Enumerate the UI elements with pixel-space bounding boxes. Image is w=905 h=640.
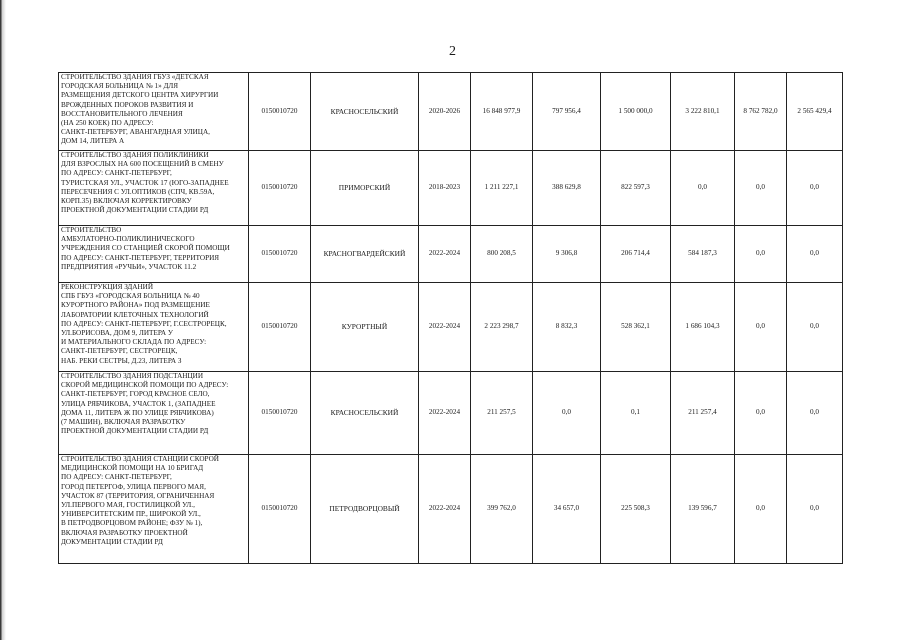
object-name-cell [59, 73, 249, 151]
object-name-line: В ПЕТРОДВОРЦОВОМ РАЙОНЕ; ФЗУ № 1), [61, 519, 203, 528]
object-name-line: ДЛЯ ВЗРОСЛЫХ НА 600 ПОСЕЩЕНИЙ В СМЕНУ [61, 160, 224, 169]
budget-code-cell: 0150010720 [249, 455, 311, 564]
object-name-line: ГОРОДСКАЯ БОЛЬНИЦА № 1» ДЛЯ [61, 82, 179, 91]
funding-cell-4: 0,0 [735, 226, 787, 283]
object-name-cell [59, 283, 249, 372]
funding-cell-2: 206 714,4 [601, 226, 671, 283]
object-name-line: САНКТ-ПЕТЕРБУРГ, ГОРОД КРАСНОЕ СЕЛО, [61, 390, 210, 399]
funding-cell-2: 822 597,3 [601, 151, 671, 226]
funding-cell-1: 0,0 [533, 372, 601, 455]
funding-cell-1: 34 657,0 [533, 455, 601, 564]
district-cell: КРАСНОГВАРДЕЙСКИЙ [311, 226, 419, 283]
funding-cell-2: 225 508,3 [601, 455, 671, 564]
funding-cell-3: 211 257,4 [671, 372, 735, 455]
scan-binding-edge [0, 0, 6, 640]
object-name-line: ВКЛЮЧАЯ РАЗРАБОТКУ ПРОЕКТНОЙ [61, 528, 188, 537]
table-row [59, 151, 843, 226]
period-cell: 2018-2023 [419, 151, 471, 226]
budget-code-cell: 0150010720 [249, 73, 311, 151]
table-row [59, 455, 843, 564]
funding-cell-5: 0,0 [787, 455, 843, 564]
object-name-line: УНИВЕРСИТЕТСКИМ ПР., ШИРОКОЙ УЛ., [61, 510, 201, 519]
funding-cell-4: 0,0 [735, 455, 787, 564]
funding-cell-2: 0,1 [601, 372, 671, 455]
object-name-line: ТУРИСТСКАЯ УЛ., УЧАСТОК 17 (ЮГО-ЗАПАДНЕЕ [61, 178, 229, 187]
funding-cell-1: 388 629,8 [533, 151, 601, 226]
object-name-line: ПО АДРЕСУ: САНКТ-ПЕТЕРБУРГ, Г.СЕСТРОРЕЦК, [61, 319, 227, 328]
funding-cell-2: 1 500 000,0 [601, 73, 671, 151]
funding-cell-4: 0,0 [735, 372, 787, 455]
object-name-line: РЕКОНСТРУКЦИЯ ЗДАНИЙ [61, 283, 154, 291]
object-name-cell [59, 372, 249, 455]
funding-cell-5: 2 565 429,4 [787, 73, 843, 151]
object-name-line: ГОРОД ПЕТЕРГОФ, УЛИЦА ПЕРВОГО МАЯ, [61, 482, 206, 491]
period-cell: 2022-2024 [419, 372, 471, 455]
object-name-cell [59, 151, 249, 226]
object-name-line: СТРОИТЕЛЬСТВО ЗДАНИЯ ГБУЗ «ДЕТСКАЯ [61, 73, 209, 81]
object-name-line: ПРОЕКТНОЙ ДОКУМЕНТАЦИИ СТАДИИ РД [61, 427, 209, 436]
table-row [59, 372, 843, 455]
funding-cell-4: 0,0 [735, 283, 787, 372]
funding-cell-5: 0,0 [787, 226, 843, 283]
object-name-line: СТРОИТЕЛЬСТВО ЗДАНИЯ СТАНЦИИ СКОРОЙ [61, 455, 219, 463]
object-name-line: УЧАСТОК 87 (ТЕРРИТОРИЯ, ОГРАНИЧЕННАЯ [61, 491, 215, 500]
budget-code-cell: 0150010720 [249, 372, 311, 455]
district-cell: КРАСНОСЕЛЬСКИЙ [311, 73, 419, 151]
object-name-line: СПБ ГБУЗ «ГОРОДСКАЯ БОЛЬНИЦА № 40 [61, 292, 200, 301]
funding-cell-4: 0,0 [735, 151, 787, 226]
total-cost-cell: 399 762,0 [471, 455, 533, 564]
object-name-line: ВРОЖДЕННЫХ ПОРОКОВ РАЗВИТИЯ И [61, 100, 194, 109]
object-name-line: САНКТ-ПЕТЕРБУРГ, АВАНГАРДНАЯ УЛИЦА, [61, 128, 210, 137]
table-row [59, 226, 843, 283]
object-name-line: ПЕРЕСЕЧЕНИЯ С УЛ.ОПТИКОВ (СПЧ, КВ.59А, [61, 187, 215, 196]
funding-cell-1: 9 306,8 [533, 226, 601, 283]
object-name-line: ПО АДРЕСУ: САНКТ-ПЕТЕРБУРГ, [61, 169, 172, 178]
object-name-cell [59, 455, 249, 564]
object-name-line: ДОМ 14, ЛИТЕРА А [61, 137, 125, 146]
object-name-line: СКОРОЙ МЕДИЦИНСКОЙ ПОМОЩИ ПО АДРЕСУ: [61, 381, 229, 390]
funding-cell-1: 8 832,3 [533, 283, 601, 372]
object-name-line: МЕДИЦИНСКОЙ ПОМОЩИ НА 10 БРИГАД [61, 464, 204, 473]
object-name-line: ВОССТАНОВИТЕЛЬНОГО ЛЕЧЕНИЯ [61, 109, 183, 118]
object-name-line: УЛИЦА РЯБЧИКОВА, УЧАСТОК 1, (ЗАПАДНЕЕ [61, 399, 216, 408]
period-cell: 2022-2024 [419, 455, 471, 564]
object-name-line: УЛ.БОРИСОВА, ДОМ 9, ЛИТЕРА У [61, 329, 173, 338]
district-cell: КУРОРТНЫЙ [311, 283, 419, 372]
period-cell: 2022-2024 [419, 283, 471, 372]
budget-table [58, 72, 843, 564]
object-name-line: ДОКУМЕНТАЦИИ СТАДИИ РД [61, 537, 163, 546]
total-cost-cell: 2 223 298,7 [471, 283, 533, 372]
object-name-line: САНКТ-ПЕТЕРБУРГ, СЕСТРОРЕЦК, [61, 347, 178, 356]
object-name-line: УЧРЕЖДЕНИЯ СО СТАНЦИЕЙ СКОРОЙ ПОМОЩИ [61, 244, 230, 253]
funding-cell-3: 0,0 [671, 151, 735, 226]
object-name-line: ПО АДРЕСУ: САНКТ-ПЕТЕРБУРГ, [61, 473, 172, 482]
object-name-line: КОРП.35) ВКЛЮЧАЯ КОРРЕКТИРОВКУ [61, 197, 192, 206]
funding-cell-3: 1 686 104,3 [671, 283, 735, 372]
total-cost-cell: 800 208,5 [471, 226, 533, 283]
budget-code-cell: 0150010720 [249, 226, 311, 283]
object-name-line: АМБУЛАТОРНО-ПОЛИКЛИНИЧЕСКОГО [61, 235, 195, 244]
object-name-line: СТРОИТЕЛЬСТВО ЗДАНИЯ ПОДСТАНЦИИ [61, 372, 204, 380]
object-name-cell [59, 226, 249, 283]
object-name-line: ДОМА 11, ЛИТЕРА Ж ПО УЛИЦЕ РЯБЧИКОВА) [61, 408, 214, 417]
object-name-line: УЛ.ПЕРВОГО МАЯ, ГОСТИЛИЦКОЙ УЛ., [61, 501, 195, 510]
page-number: 2 [449, 44, 456, 59]
object-name-line: НАБ. РЕКИ СЕСТРЫ, Д.23, ЛИТЕРА З [61, 356, 182, 365]
table-body [59, 73, 843, 564]
funding-cell-2: 528 362,1 [601, 283, 671, 372]
object-name-line: ПО АДРЕСУ: САНКТ-ПЕТЕРБУРГ, ТЕРРИТОРИЯ [61, 253, 220, 262]
district-cell: КРАСНОСЕЛЬСКИЙ [311, 372, 419, 455]
object-name-line: СТРОИТЕЛЬСТВО [61, 226, 122, 234]
funding-cell-5: 0,0 [787, 283, 843, 372]
funding-cell-3: 584 187,3 [671, 226, 735, 283]
funding-cell-5: 0,0 [787, 372, 843, 455]
object-name-line: ПРОЕКТНОЙ ДОКУМЕНТАЦИИ СТАДИИ РД [61, 206, 209, 215]
budget-code-cell: 0150010720 [249, 151, 311, 226]
table-row [59, 73, 843, 151]
funding-cell-4: 8 762 782,0 [735, 73, 787, 151]
period-cell: 2022-2024 [419, 226, 471, 283]
object-name-line: КУРОРТНОГО РАЙОНА» ПОД РАЗМЕЩЕНИЕ [61, 301, 210, 310]
object-name-line: ПРЕДПРИЯТИЯ «РУЧЬИ», УЧАСТОК 11.2 [61, 262, 197, 271]
funding-cell-1: 797 956,4 [533, 73, 601, 151]
period-cell: 2020-2026 [419, 73, 471, 151]
funding-cell-3: 139 596,7 [671, 455, 735, 564]
budget-code-cell: 0150010720 [249, 283, 311, 372]
funding-cell-5: 0,0 [787, 151, 843, 226]
table-row [59, 283, 843, 372]
object-name-line: СТРОИТЕЛЬСТВО ЗДАНИЯ ПОЛИКЛИНИКИ [61, 151, 209, 159]
total-cost-cell: 211 257,5 [471, 372, 533, 455]
object-name-line: ЛАБОРАТОРИИ КЛЕТОЧНЫХ ТЕХНОЛОГИЙ [61, 310, 209, 319]
object-name-line: (НА 250 КОЕК) ПО АДРЕСУ: [61, 119, 154, 128]
total-cost-cell: 16 848 977,9 [471, 73, 533, 151]
object-name-line: РАЗМЕЩЕНИЯ ДЕТСКОГО ЦЕНТРА ХИРУРГИИ [61, 91, 219, 100]
district-cell: ПРИМОРСКИЙ [311, 151, 419, 226]
total-cost-cell: 1 211 227,1 [471, 151, 533, 226]
object-name-line: (7 МАШИН), ВКЛЮЧАЯ РАЗРАБОТКУ [61, 418, 186, 427]
district-cell: ПЕТРОДВОРЦОВЫЙ [311, 455, 419, 564]
object-name-line: И МАТЕРИАЛЬНОГО СКЛАДА ПО АДРЕСУ: [61, 338, 207, 347]
funding-cell-3: 3 222 810,1 [671, 73, 735, 151]
